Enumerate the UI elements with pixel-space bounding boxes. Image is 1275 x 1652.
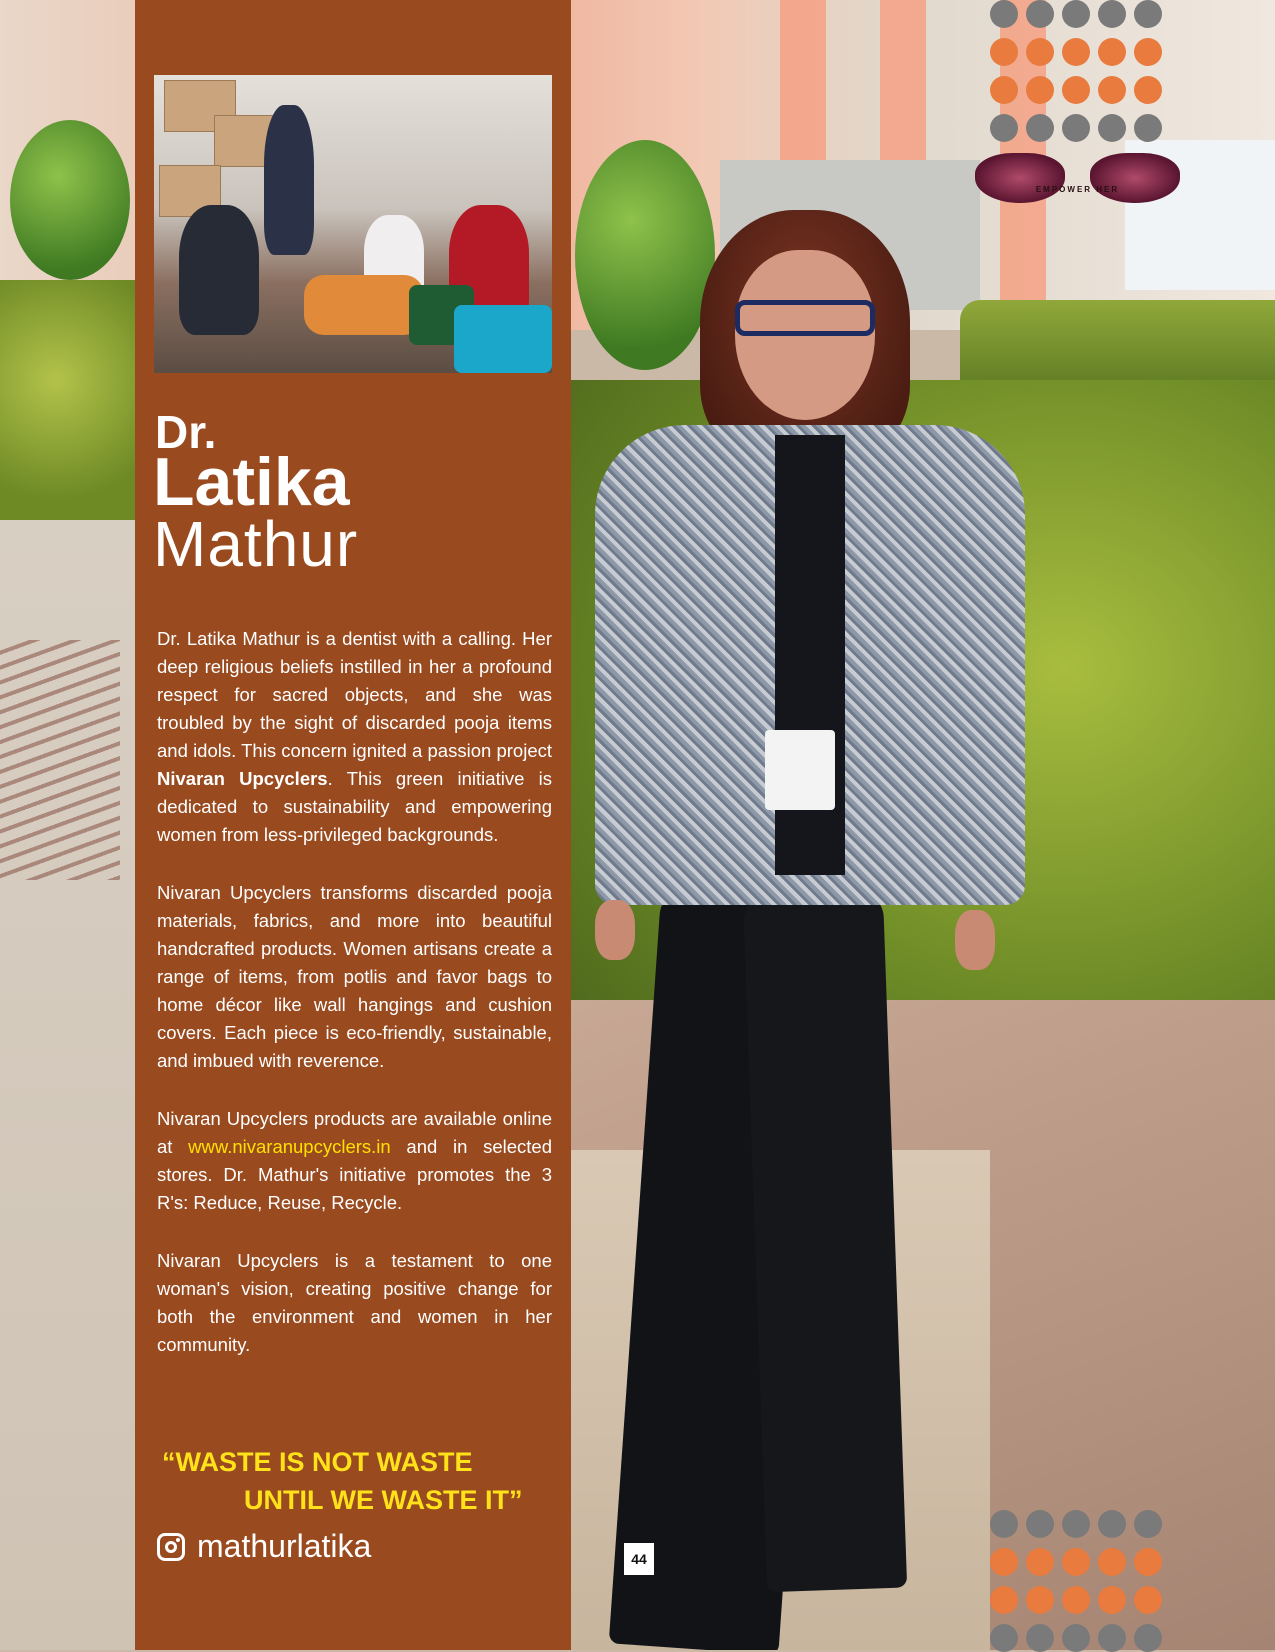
workshop-photo bbox=[154, 75, 552, 373]
pull-quote bbox=[162, 1443, 552, 1519]
logo-text: EMPOWER HER bbox=[1035, 185, 1120, 194]
name-title: Dr. bbox=[155, 406, 217, 458]
drain-grate bbox=[0, 640, 120, 880]
empower-her-logo bbox=[975, 145, 1180, 225]
highlight-brand: Nivaran Upcyclers bbox=[157, 768, 328, 789]
paragraph-1: Dr. Latika Mathur is a dentist with a calling. Her deep religious beliefs instilled in her a profound respect for sacred objects, and she was troubled by the sight of discarded pooja items and idols. This concern ignited a passion project Nivaran Upcyclers. This green initiative is dedicated to sustainability and empowering women from less-privileged backgrounds. bbox=[157, 628, 553, 845]
dot-grid-bottom bbox=[990, 1510, 1162, 1652]
portrait-woman bbox=[575, 210, 1055, 1650]
instagram-handle: mathurlatika bbox=[197, 1528, 372, 1564]
last-name: Mathur bbox=[153, 508, 359, 580]
page-number: 44 bbox=[624, 1543, 654, 1575]
paragraph-4: Nivaran Upcyclers is a testament to one woman's vision, creating positive change for both the environment and women in her community. bbox=[157, 1250, 552, 1355]
wing-icon bbox=[1090, 153, 1180, 203]
quote-line-2: UNTIL WE WASTE IT” bbox=[244, 1485, 523, 1515]
hedge-left bbox=[0, 280, 140, 530]
website-link[interactable]: www.nivaranupcyclers.in bbox=[188, 1136, 391, 1157]
quote-line-1: “WASTE IS NOT WASTE bbox=[162, 1447, 473, 1477]
paragraph-3: Nivaran Upcyclers products are available online at www.nivaranupcyclers.in and in selected stores. Dr. Mathur's initiative promotes the 3 R's: Reduce, Reuse, Recycle. bbox=[157, 1108, 552, 1213]
wing-icon bbox=[975, 153, 1065, 203]
article-body bbox=[157, 625, 552, 1389]
paragraph-2: Nivaran Upcyclers transforms discarded pooja materials, fabrics, and more into beautiful handcrafted products. Women artisans create a range of items, from potlis and favor bags to home décor like wall hangings and cushion covers. Each piece is eco-friendly, sustainable, and imbued with reverence. bbox=[157, 882, 552, 1071]
glasses bbox=[735, 300, 875, 336]
dot-grid-top bbox=[990, 0, 1162, 142]
instagram-icon bbox=[157, 1533, 185, 1561]
id-badge bbox=[765, 730, 835, 810]
first-name: Latika bbox=[153, 444, 350, 520]
plant bbox=[10, 120, 130, 280]
social-handle[interactable] bbox=[157, 1528, 371, 1565]
